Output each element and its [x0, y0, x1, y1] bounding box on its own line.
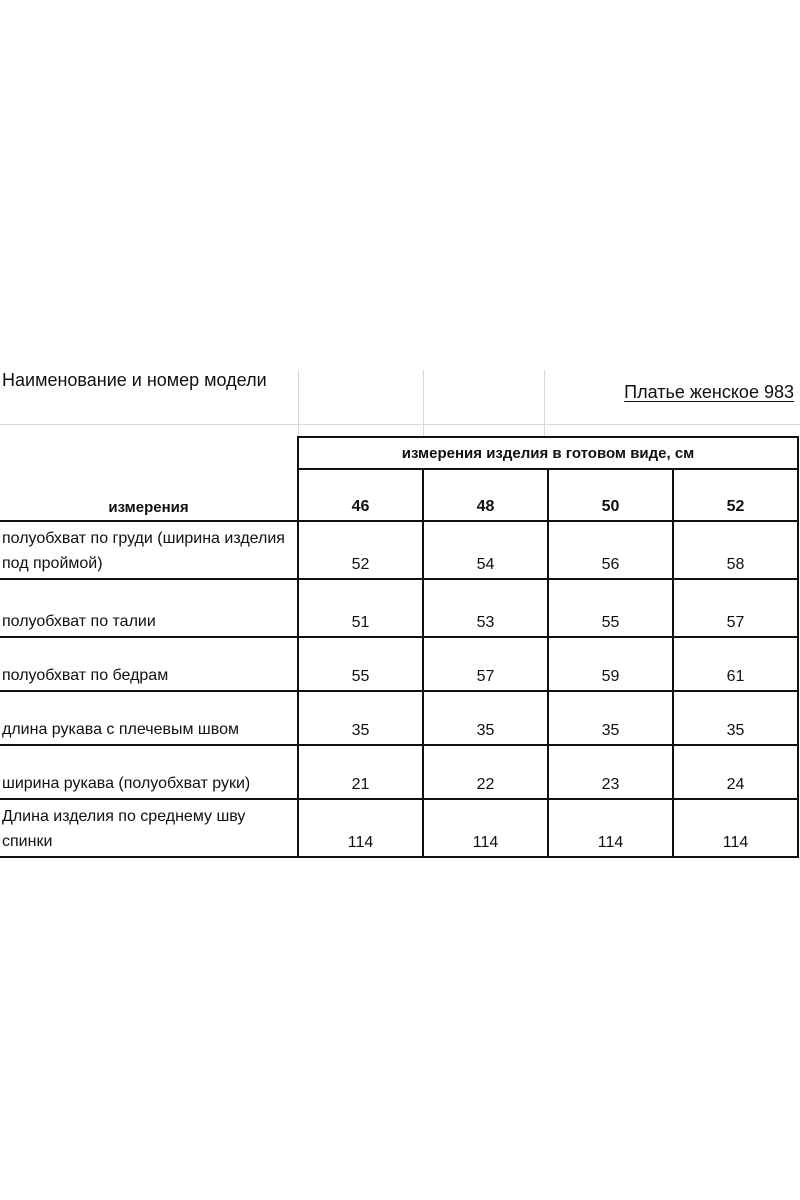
- size-header: 46: [298, 469, 423, 521]
- row-label: ширина рукава (полуобхват руки): [0, 745, 298, 799]
- cell-value: 51: [298, 579, 423, 637]
- group-header: измерения изделия в готовом виде, см: [298, 437, 798, 469]
- cell-value: 35: [673, 691, 798, 745]
- cell-value: 114: [673, 799, 798, 857]
- cell-value: 35: [423, 691, 548, 745]
- cell-value: 114: [548, 799, 673, 857]
- row-label: Длина изделия по среднему шву спинки: [0, 799, 298, 857]
- cell-value: 52: [298, 521, 423, 579]
- table-row: [0, 799, 798, 857]
- size-header: 48: [423, 469, 548, 521]
- cell-value: 35: [298, 691, 423, 745]
- cell-value: 58: [673, 521, 798, 579]
- size-header: 50: [548, 469, 673, 521]
- grid-line: [298, 370, 299, 436]
- row-label: длина рукава с плечевым швом: [0, 691, 298, 745]
- model-name-label: Наименование и номер модели: [2, 370, 267, 390]
- cell-value: 56: [548, 521, 673, 579]
- table-row: [0, 521, 798, 579]
- measure-column-header: измерения: [0, 437, 298, 521]
- grid-line: [0, 424, 800, 425]
- table-row: [0, 745, 798, 799]
- grid-line: [544, 370, 545, 436]
- cell-value: 114: [423, 799, 548, 857]
- cell-value: 24: [673, 745, 798, 799]
- size-header: 52: [673, 469, 798, 521]
- cell-value: 21: [298, 745, 423, 799]
- cell-value: 59: [548, 637, 673, 691]
- cell-value: 55: [548, 579, 673, 637]
- model-name-value: Платье женское 983: [624, 382, 794, 402]
- cell-value: 61: [673, 637, 798, 691]
- table-row: [0, 579, 798, 637]
- grid-line: [423, 370, 424, 436]
- cell-value: 114: [298, 799, 423, 857]
- table-row: [0, 691, 798, 745]
- cell-value: 57: [423, 637, 548, 691]
- row-label: полуобхват по груди (ширина изделия под проймой): [0, 521, 298, 579]
- cell-value: 54: [423, 521, 548, 579]
- row-label: полуобхват по бедрам: [0, 637, 298, 691]
- cell-value: 35: [548, 691, 673, 745]
- cell-value: 57: [673, 579, 798, 637]
- size-table: [0, 436, 799, 858]
- table-row: [0, 637, 798, 691]
- row-label: полуобхват по талии: [0, 579, 298, 637]
- cell-value: 53: [423, 579, 548, 637]
- cell-value: 55: [298, 637, 423, 691]
- cell-value: 23: [548, 745, 673, 799]
- cell-value: 22: [423, 745, 548, 799]
